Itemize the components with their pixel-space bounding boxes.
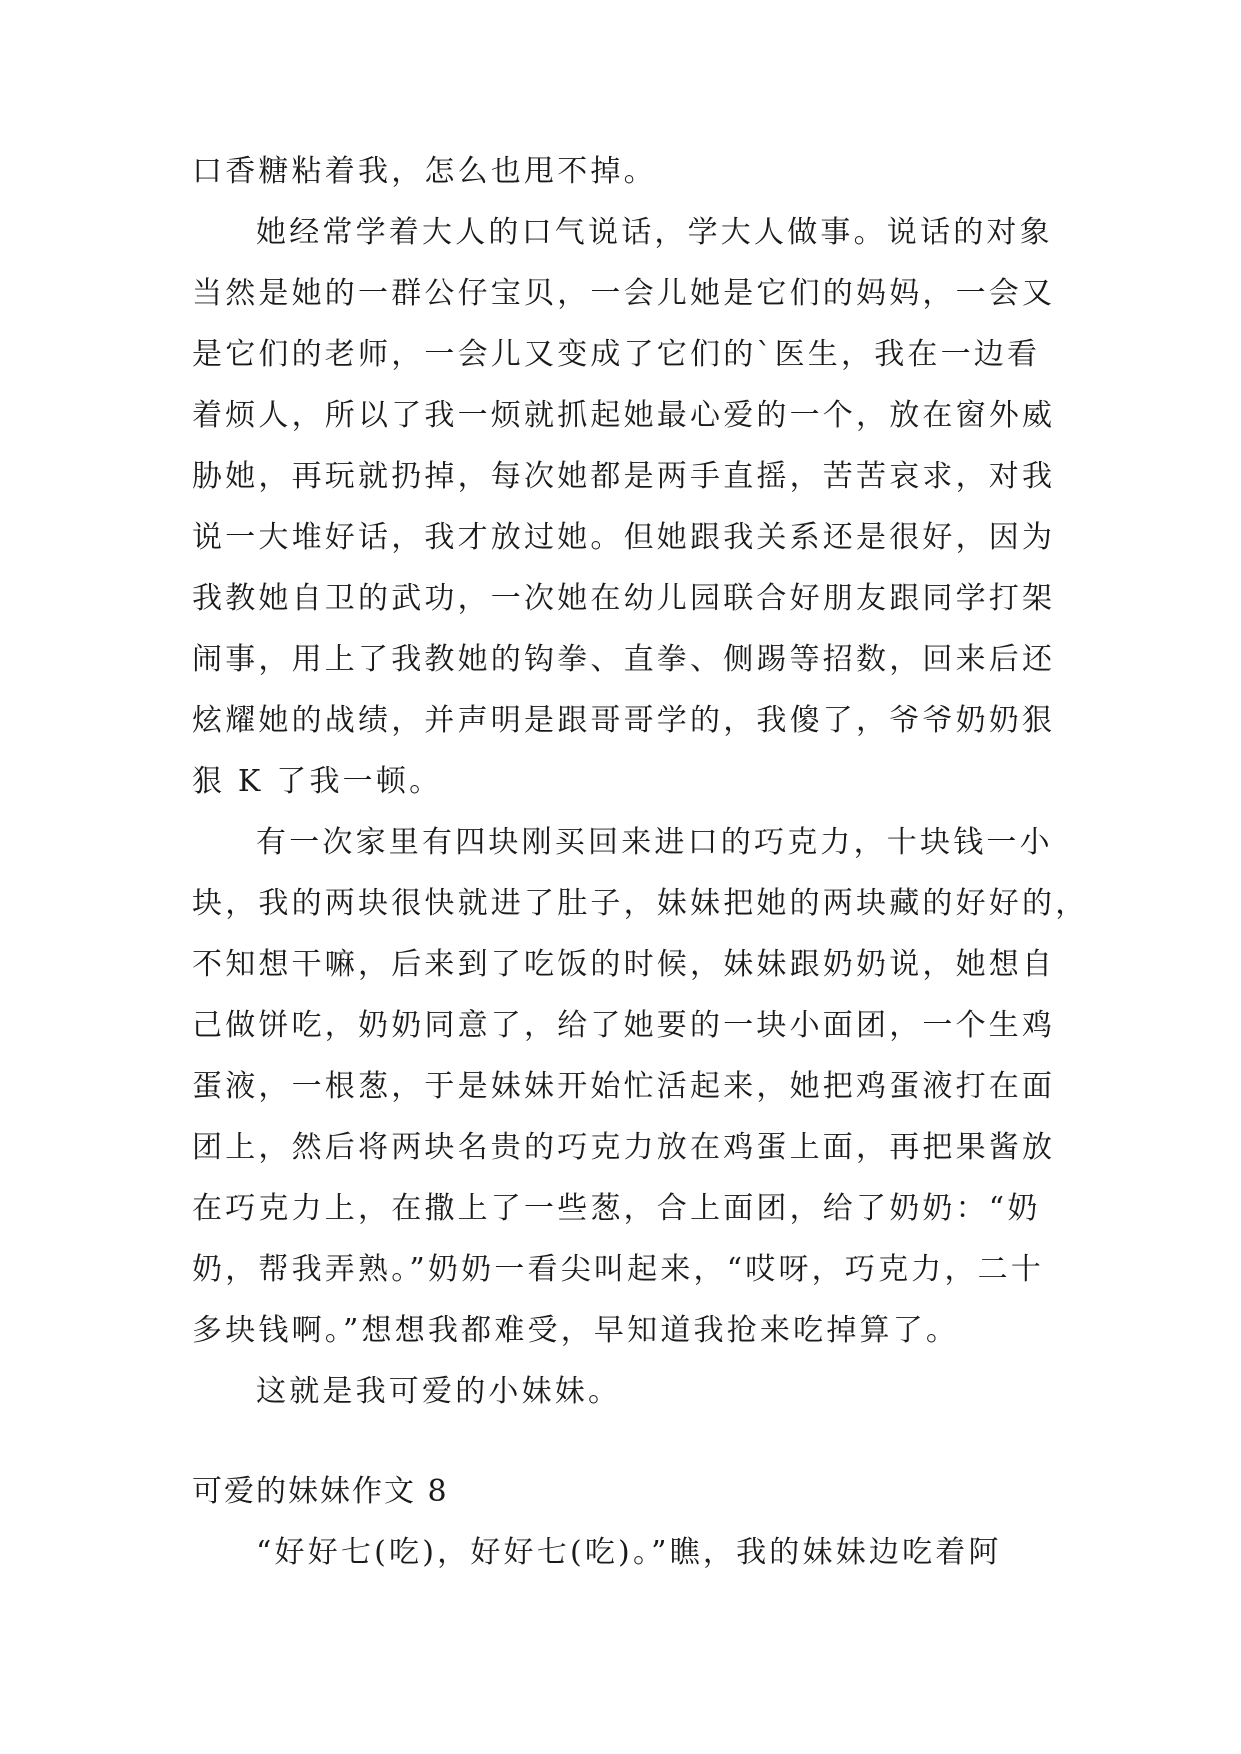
text-line: 团上，然后将两块名贵的巧克力放在鸡蛋上面，再把果酱放 bbox=[192, 1130, 1056, 1165]
text-line: 在巧克力上，在撒上了一些葱，合上面团，给了奶奶：“奶 bbox=[192, 1191, 1041, 1226]
paragraph-start-line: 她经常学着大人的口气说话，学大人做事。说话的对象 bbox=[256, 215, 1053, 250]
section-title: 可爱的妹妹作文 8 bbox=[192, 1474, 449, 1509]
paragraph-start-line: 这就是我可爱的小妹妹。 bbox=[256, 1374, 622, 1409]
text-line: 奶，帮我弄熟。”奶奶一看尖叫起来，“哎呀，巧克力，二十 bbox=[192, 1252, 1045, 1287]
text-line: 当然是她的一群公仔宝贝，一会儿她是它们的妈妈，一会又 bbox=[192, 276, 1056, 311]
paragraph-start-line: 有一次家里有四块刚买回来进口的巧克力，十块钱一小 bbox=[256, 825, 1053, 860]
text-line: 不知想干嘛，后来到了吃饭的时候，妹妹跟奶奶说，她想自 bbox=[192, 947, 1056, 982]
document-page bbox=[192, 152, 1089, 1594]
text-line: 狠 K 了我一顿。 bbox=[192, 764, 443, 799]
text-line: 着烦人，所以了我一烦就抓起她最心爱的一个，放在窗外威 bbox=[192, 398, 1056, 433]
text-line: 我教她自卫的武功，一次她在幼儿园联合好朋友跟同学打架 bbox=[192, 581, 1056, 616]
text-line: 闹事，用上了我教她的钩拳、直拳、侧踢等招数，回来后还 bbox=[192, 642, 1056, 677]
text-line: 块，我的两块很快就进了肚子，妹妹把她的两块藏的好好的， bbox=[192, 886, 1089, 921]
text-line: 炫耀她的战绩，并声明是跟哥哥学的，我傻了，爷爷奶奶狠 bbox=[192, 703, 1056, 738]
text-line: 蛋液，一根葱，于是妹妹开始忙活起来，她把鸡蛋液打在面 bbox=[192, 1069, 1056, 1104]
text-line: 说一大堆好话，我才放过她。但她跟我关系还是很好，因为 bbox=[192, 520, 1056, 555]
paragraph-start-line: “好好七(吃)，好好七(吃)。”瞧，我的妹妹边吃着阿 bbox=[256, 1535, 1002, 1570]
text-line: 多块钱啊。”想想我都难受，早知道我抢来吃掉算了。 bbox=[192, 1313, 960, 1348]
text-line: 己做饼吃，奶奶同意了，给了她要的一块小面团，一个生鸡 bbox=[192, 1008, 1056, 1043]
text-line: 胁她，再玩就扔掉，每次她都是两手直摇，苦苦哀求，对我 bbox=[192, 459, 1056, 494]
text-line: 口香糖粘着我，怎么也甩不掉。 bbox=[192, 154, 657, 189]
text-line: 是它们的老师，一会儿又变成了它们的`医生，我在一边看 bbox=[192, 337, 1041, 372]
